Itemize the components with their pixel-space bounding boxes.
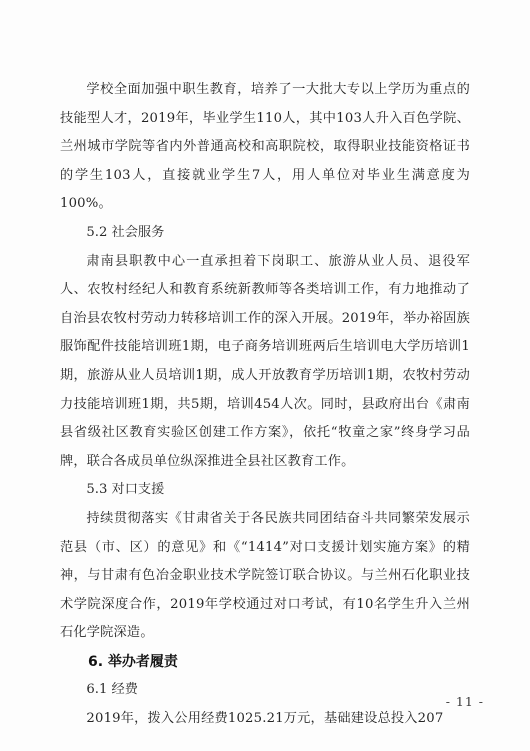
paragraph-funding: 2019年，拨入公用经费1025.21万元，基础建设总投入207 xyxy=(86,711,444,727)
paragraph-paired-support: 持续贯彻落实《甘肃省关于各民族共同团结奋斗共同繁荣发展示范县（市、区）的意见》和《“1414”对口支援计划实施方案》的精神，与甘肃有色冶金职业技术学院签订联合协议。与兰州石化职业技术学院深度合作，2019年学校通过对口考试，有10名学生升入兰州石化学院深造。 xyxy=(60,510,470,641)
paragraph-social-service: 肃南县职教中心一直承担着下岗职工、旅游从业人员、退役军人、农牧村经纪人和教育系统新教师等各类培训工作，有力地推动了自治县农牧村劳动力转移培训工作的深入开展。2019年，举办裕固族服饰配件技能培训班1期，电子商务培训班两后生培训电大学历培训1期，旅游从业人员培训1期，成人开放教育学历培训1期，农牧村劳动力技能培训班1期，共5期，培训454人次。同时，县政府出台《肃南县省级社区教育实验区创建工作方案》，依托“牧童之家”终身学习品牌，联合各成员单位纵深推进全县社区教育工作。 xyxy=(60,253,470,469)
section-heading-6: 6. 举办者履责 xyxy=(88,653,178,670)
section-heading-5-2: 5.2 社会服务 xyxy=(86,224,165,240)
document-body xyxy=(60,76,470,734)
page-number: - 11 - xyxy=(445,694,484,709)
paragraph-graduates: 学校全面加强中职生教育，培养了一大批大专以上学历为重点的技能型人才，2019年，毕业学生110人，其中103人升入百色学院、兰州城市学院等省内外普通高校和高职院校，取得职业技能资格证书的学生103人，直接就业学生7人，用人单位对毕业生满意度为100%。 xyxy=(60,82,470,212)
section-heading-6-1: 6.1 经费 xyxy=(86,682,138,698)
section-heading-5-3: 5.3 对口支援 xyxy=(86,482,165,498)
